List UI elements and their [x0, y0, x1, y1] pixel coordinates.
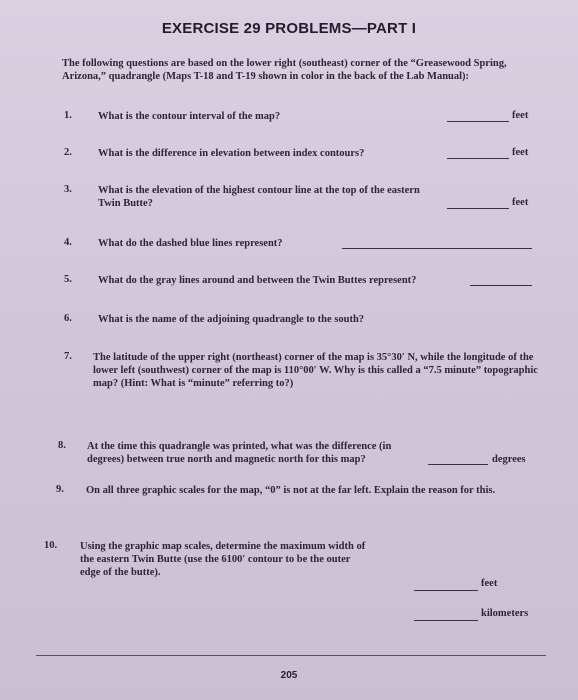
answer-blank[interactable] — [342, 248, 532, 249]
question-number: 6. — [64, 313, 72, 324]
answer-blank[interactable] — [414, 620, 478, 621]
question-number: 2. — [64, 147, 72, 158]
question-text: On all three graphic scales for the map, “0” is not at the far left. Explain the reason for this. — [86, 485, 496, 496]
question-number: 5. — [64, 274, 72, 285]
question-text: At the time this quadrangle was printed, what was the difference (in degrees) between true north and magnetic north for this map? — [87, 441, 392, 465]
answer-unit: feet — [512, 110, 529, 121]
question-number: 9. — [56, 484, 64, 495]
answer-blank[interactable] — [414, 590, 478, 591]
footer-divider — [36, 655, 546, 656]
answer-unit: feet — [512, 197, 529, 208]
question-number: 8. — [58, 440, 66, 451]
answer-unit: feet — [481, 578, 498, 589]
question-text: The latitude of the upper right (northeast) corner of the map is 35°30′ N, while the longitude of the lower left (southwest) corner of the map is 110°00′ W. Why is this called a “7.5 minute” topographic map? (Hint: What is “minute” referring to?) — [93, 352, 538, 389]
question-number: 4. — [64, 237, 72, 248]
answer-blank[interactable] — [447, 208, 509, 209]
page-number: 205 — [280, 670, 298, 681]
question-text: What do the gray lines around and between the Twin Buttes represent? — [98, 275, 417, 286]
page-title: EXERCISE 29 PROBLEMS—PART I — [161, 20, 417, 37]
question-text: What is the difference in elevation between index contours? — [98, 148, 365, 159]
question-number: 10. — [44, 540, 58, 551]
answer-unit: kilometers — [481, 608, 529, 619]
question-text: What is the elevation of the highest contour line at the top of the eastern Twin Butte? — [98, 185, 420, 209]
question-number: 7. — [64, 351, 72, 362]
answer-blank[interactable] — [447, 158, 509, 159]
answer-blank[interactable] — [470, 285, 532, 286]
question-number: 1. — [64, 110, 72, 121]
question-text: Using the graphic map scales, determine the maximum width of the eastern Twin Butte (use the 6100′ contour to be the outer edge of the butte). — [80, 541, 366, 578]
question-number: 3. — [64, 184, 72, 195]
question-text: What is the name of the adjoining quadrangle to the south? — [98, 314, 365, 325]
answer-blank[interactable] — [428, 464, 488, 465]
question-text: What do the dashed blue lines represent? — [98, 238, 283, 249]
intro-text: The following questions are based on the lower right (southeast) corner of the “Greasewood Spring, Arizona,” quadrangle (Maps T-18 and T-19 shown in color in the back of the Lab Manual): — [62, 58, 507, 82]
answer-blank[interactable] — [447, 121, 509, 122]
question-text: What is the contour interval of the map? — [98, 111, 281, 122]
answer-unit: feet — [512, 147, 529, 158]
answer-unit: degrees — [492, 454, 526, 465]
